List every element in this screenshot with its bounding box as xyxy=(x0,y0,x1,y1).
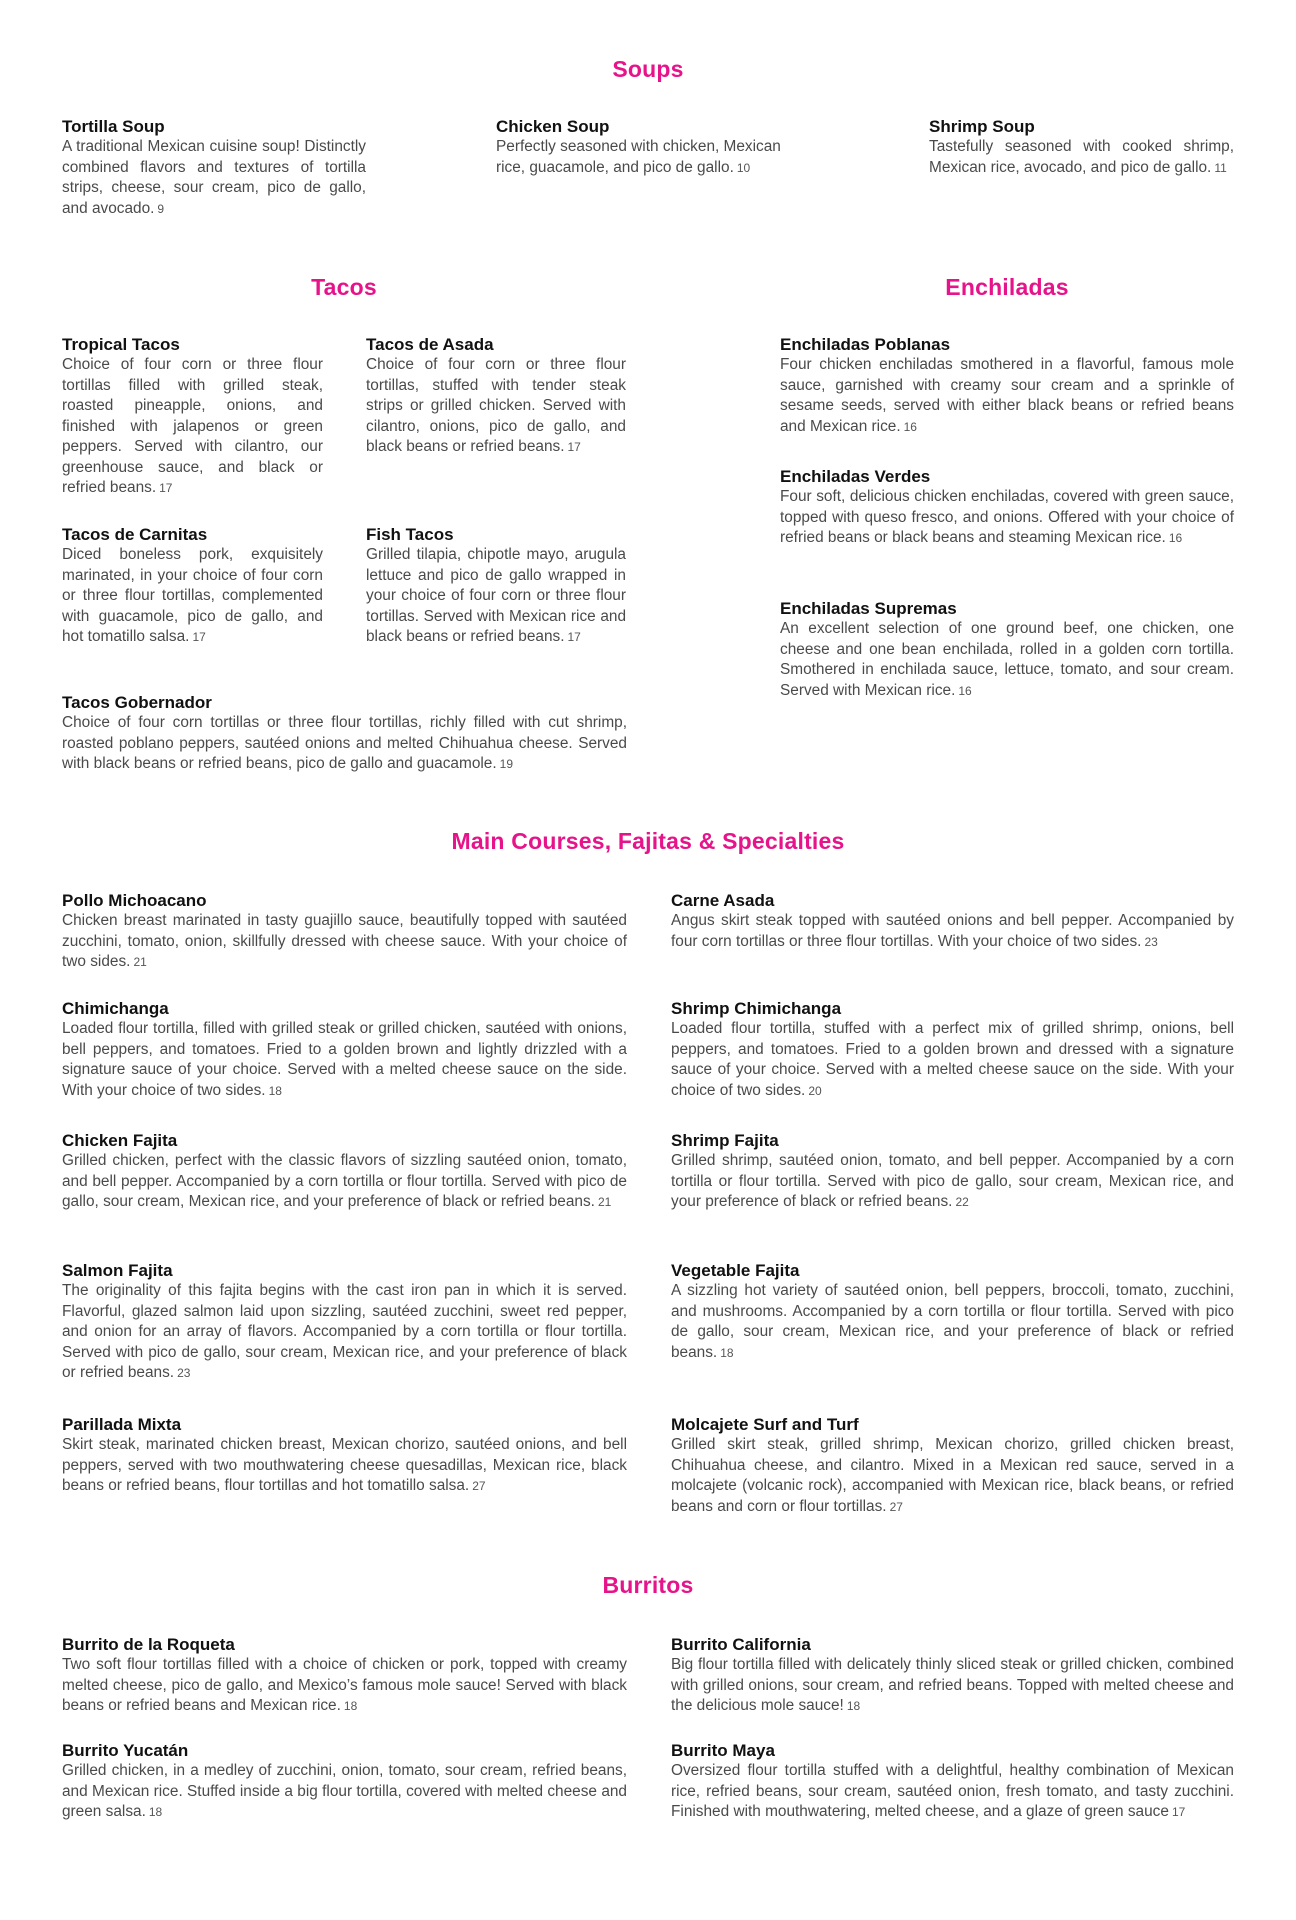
item-name: Chimichanga xyxy=(62,999,169,1018)
item-name: Enchiladas Supremas xyxy=(780,599,957,618)
menu-item-tacos-de-carnitas xyxy=(62,524,323,648)
item-price: 18 xyxy=(268,1083,282,1098)
item-name: Tacos de Asada xyxy=(366,335,494,354)
item-description xyxy=(62,1655,627,1717)
menu-item-tacos-de-asada xyxy=(366,334,626,458)
item-price: 19 xyxy=(499,757,513,771)
item-desc-text: Four soft, delicious chicken enchiladas, covered with green sauce, topped with queso fresco, and onions. Offered with your choice of refried beans or black beans and steaming Mexican rice. xyxy=(780,488,1234,546)
menu-item-tacos-gobernador xyxy=(62,692,627,775)
menu-item-tropical-tacos xyxy=(62,334,323,499)
item-price: 17 xyxy=(567,440,581,454)
item-desc-text: An excellent selection of one ground beef, one chicken, one cheese and one bean enchilada, rolled in a golden corn tortilla. Smothered in enchilada sauce, lettuce, tomato, and sour cream. Served with Mexican rice. xyxy=(780,620,1234,699)
item-price: 22 xyxy=(955,1195,969,1209)
menu-item-enchiladas-verdes xyxy=(780,466,1234,549)
item-price: 17 xyxy=(159,481,173,495)
menu-item-vegetable-fajita xyxy=(671,1260,1234,1363)
item-description xyxy=(780,355,1234,437)
menu-item-shrimp-chimichanga xyxy=(671,998,1234,1101)
menu-item-salmon-fajita xyxy=(62,1260,627,1384)
menu-item-enchiladas-supremas xyxy=(780,598,1234,701)
item-desc-text: Diced boneless pork, exquisitely marinated, in your choice of four corn or three flour tortillas, complemented with guacamole, pico de gallo, and hot tomatillo salsa. xyxy=(62,546,323,645)
item-name: Enchiladas Verdes xyxy=(780,467,931,486)
item-price: 18 xyxy=(343,1699,358,1713)
item-price: 21 xyxy=(597,1195,612,1209)
item-name: Tacos de Carnitas xyxy=(62,525,208,544)
item-desc-text: Perfectly seasoned with chicken, Mexican rice, guacamole, and pico de gallo. xyxy=(496,138,781,176)
section-title-soups: Soups xyxy=(612,56,684,82)
item-description xyxy=(671,1019,1234,1101)
item-name: Shrimp Soup xyxy=(929,117,1035,136)
item-description xyxy=(62,1151,627,1213)
menu-item-burrito-maya xyxy=(671,1740,1234,1823)
item-desc-text: Two soft flour tortillas filled with a choice of chicken or pork, topped with creamy melted cheese, pico de gallo, and Mexico’s famous mole sauce! Served with black beans or refried beans and Mexican rice. xyxy=(62,1656,627,1714)
item-name: Molcajete Surf and Turf xyxy=(671,1415,859,1434)
item-description xyxy=(671,1151,1234,1213)
item-desc-text: Choice of four corn tortillas or three flour tortillas, richly filled with cut shrimp, roasted poblano peppers, sautéed onions and melted Chihuahua cheese. Served with black beans or refried beans, pico de gallo and guacamole. xyxy=(62,714,627,772)
item-price: 20 xyxy=(808,1083,822,1098)
item-description xyxy=(62,1761,627,1823)
item-price: 17 xyxy=(567,630,581,644)
section-title-tacos: Tacos xyxy=(311,274,377,300)
item-price: 16 xyxy=(903,419,917,434)
item-desc-text: Angus skirt steak topped with sautéed onions and bell pepper. Accompanied by four corn tortillas or three flour tortillas. With your choice of two sides. xyxy=(671,912,1234,950)
item-name: Tacos Gobernador xyxy=(62,693,212,712)
item-price: 10 xyxy=(736,160,751,175)
item-price: 23 xyxy=(177,1366,191,1380)
menu-item-enchiladas-poblanas xyxy=(780,334,1234,437)
section-title-burritos: Burritos xyxy=(602,1572,694,1598)
menu-item-carne-asada xyxy=(671,890,1234,952)
menu-item-burrito-de-la-roqueta xyxy=(62,1634,627,1717)
menu-item-chicken-soup xyxy=(496,116,804,178)
item-price: 27 xyxy=(472,1479,486,1493)
menu-item-parillada-mixta xyxy=(62,1414,627,1497)
item-description xyxy=(62,1435,627,1497)
item-desc-text: Oversized flour tortilla stuffed with a delightful, healthy combination of Mexican rice, refried beans, sour cream, sautéed onion, fresh tomato, and tasty zucchini. Finished with mouthwatering, melted cheese, and a glaze of green sauce xyxy=(671,1762,1234,1820)
item-name: Carne Asada xyxy=(671,891,775,910)
item-description xyxy=(366,545,626,648)
menu-item-chicken-fajita xyxy=(62,1130,627,1213)
item-description xyxy=(62,1019,627,1101)
item-desc-text: The originality of this fajita begins with the cast iron pan in which it is served. Flavorful, glazed salmon laid upon sizzling, sautéed zucchini, sweet red pepper, and onion for an array of flavors. Accompanied by a corn tortilla or flour tortilla. Served with pico de gallo, sour cream, Mexican rice, and your preference of black or refried beans. xyxy=(62,1282,627,1381)
item-desc-text: Big flour tortilla filled with delicately thinly sliced steak or grilled chicken, combined with grilled onions, sour cream, and refried beans. Topped with melted cheese and the delicious mole sauce! xyxy=(671,1656,1234,1714)
item-name: Shrimp Fajita xyxy=(671,1131,779,1150)
item-name: Salmon Fajita xyxy=(62,1261,173,1280)
item-description xyxy=(62,911,627,973)
item-desc-text: Loaded flour tortilla, filled with grilled steak or grilled chicken, sautéed with onions, bell peppers, and tomatoes. Fried to a golden brown and lightly drizzled with a signature sauce of your choice. Served with a melted cheese sauce on the side. With your choice of two sides. xyxy=(62,1020,627,1099)
item-desc-text: A sizzling hot variety of sautéed onion, bell peppers, broccoli, tomato, zucchini, and mushrooms. Accompanied by a corn tortilla or flour tortilla. Served with pico de gallo, sour cream, Mexican rice, and your preference of black or refried beans. xyxy=(671,1282,1234,1361)
menu-item-shrimp-soup xyxy=(929,116,1234,178)
item-name: Shrimp Chimichanga xyxy=(671,999,842,1018)
item-name: Burrito Maya xyxy=(671,1741,775,1760)
item-description xyxy=(780,487,1234,549)
menu-item-burrito-california xyxy=(671,1634,1234,1717)
item-description xyxy=(671,1281,1234,1363)
item-description xyxy=(366,355,626,458)
item-desc-text: Choice of four corn or three flour tortillas filled with grilled steak, roasted pineapple, onions, and finished with jalapenos or green peppers. Served with cilantro, our greenhouse sauce, and black or refried beans. xyxy=(62,356,323,496)
item-desc-text: Four chicken enchiladas smothered in a flavorful, famous mole sauce, garnished with creamy sour cream and a sprinkle of sesame seeds, served with either black beans or refried beans and Mexican rice. xyxy=(780,356,1234,435)
item-description xyxy=(780,619,1234,701)
item-description xyxy=(929,137,1234,178)
item-name: Vegetable Fajita xyxy=(671,1261,800,1280)
item-price: 17 xyxy=(1171,1805,1186,1819)
item-description xyxy=(496,137,804,178)
item-name: Pollo Michoacano xyxy=(62,891,207,910)
item-desc-text: Skirt steak, marinated chicken breast, Mexican chorizo, sautéed onions, and bell peppers, served with two mouthwatering cheese quesadillas, Mexican rice, black beans or refried beans, flour tortillas and hot tomatillo salsa. xyxy=(62,1436,627,1494)
item-name: Tropical Tacos xyxy=(62,335,180,354)
item-description xyxy=(671,1655,1234,1717)
item-price: 21 xyxy=(133,955,147,969)
item-desc-text: Loaded flour tortilla, stuffed with a perfect mix of grilled shrimp, onions, bell peppers, and tomatoes. Fried to a golden brown and dressed with a signature sauce of your choice. Served with a melted cheese sauce on the side. With your choice of two sides. xyxy=(671,1020,1234,1099)
item-name: Parillada Mixta xyxy=(62,1415,182,1434)
item-desc-text: Chicken breast marinated in tasty guajillo sauce, beautifully topped with sautéed zucchini, tomato, onion, skillfully dressed with cheese sauce. With your choice of two sides. xyxy=(62,912,627,970)
section-title-main-courses: Main Courses, Fajitas & Specialties xyxy=(451,828,845,854)
item-name: Chicken Soup xyxy=(496,117,610,136)
item-desc-text: Tastefully seasoned with cooked shrimp, Mexican rice, avocado, and pico de gallo. xyxy=(929,138,1234,176)
item-desc-text: Grilled skirt steak, grilled shrimp, Mexican chorizo, grilled chicken breast, Chihuahua cheese, and cilantro. Mixed in a Mexican red sauce, served in a molcajete (volcanic rock), accompanied with Mexican rice, black beans, or refried beans and corn or flour tortillas. xyxy=(671,1436,1234,1515)
item-description xyxy=(62,713,627,775)
item-desc-text: Choice of four corn or three flour tortillas, stuffed with tender steak strips or grilled chicken. Served with cilantro, onions, pico de gallo, and black beans or refried beans. xyxy=(366,356,626,455)
item-price: 18 xyxy=(720,1345,734,1360)
item-name: Burrito de la Roqueta xyxy=(62,1635,235,1654)
item-description xyxy=(62,545,323,648)
menu-item-molcajete-surf-and-turf xyxy=(671,1414,1234,1517)
item-description xyxy=(62,1281,627,1384)
item-name: Tortilla Soup xyxy=(62,117,165,136)
item-description xyxy=(671,911,1234,952)
item-name: Enchiladas Poblanas xyxy=(780,335,951,354)
item-name: Fish Tacos xyxy=(366,525,454,544)
item-name: Burrito Yucatán xyxy=(62,1741,189,1760)
item-desc-text: Grilled chicken, in a medley of zucchini, onion, tomato, sour cream, refried beans, and Mexican rice. Stuffed inside a big flour tortilla, covered with melted cheese and green salsa. xyxy=(62,1762,627,1820)
item-name: Burrito California xyxy=(671,1635,811,1654)
menu-item-burrito-yucatan xyxy=(62,1740,627,1823)
item-desc-text: Grilled chicken, perfect with the classic flavors of sizzling sautéed onion, tomato, and bell pepper. Accompanied by a corn tortilla or flour tortilla. Served with pico de gallo, sour cream, Mexican rice, and your preference of black or refried beans. xyxy=(62,1152,627,1210)
menu-item-shrimp-fajita xyxy=(671,1130,1234,1213)
item-description xyxy=(62,355,323,499)
item-price: 23 xyxy=(1144,934,1158,949)
item-price: 11 xyxy=(1214,160,1227,175)
section-title-enchiladas: Enchiladas xyxy=(945,274,1069,300)
item-price: 16 xyxy=(1168,531,1183,545)
item-description xyxy=(62,137,366,219)
item-price: 18 xyxy=(148,1805,163,1819)
item-price: 27 xyxy=(889,1499,903,1514)
item-price: 9 xyxy=(157,201,165,216)
menu-item-pollo-michoacano xyxy=(62,890,627,973)
item-description xyxy=(671,1435,1234,1517)
item-desc-text: A traditional Mexican cuisine soup! Distinctly combined flavors and textures of tortilla strips, cheese, sour cream, pico de gallo, and avocado. xyxy=(62,138,366,217)
menu-item-tortilla-soup xyxy=(62,116,366,219)
item-name: Chicken Fajita xyxy=(62,1131,178,1150)
item-price: 18 xyxy=(846,1699,861,1713)
item-description xyxy=(671,1761,1234,1823)
item-desc-text: Grilled shrimp, sautéed onion, tomato, and bell pepper. Accompanied by a corn tortilla or flour tortilla. Served with pico de gallo, sour cream, Mexican rice, and your preference of black or refried beans. xyxy=(671,1152,1234,1210)
menu-item-chimichanga xyxy=(62,998,627,1101)
menu-item-fish-tacos xyxy=(366,524,626,648)
item-price: 16 xyxy=(958,683,972,698)
item-desc-text: Grilled tilapia, chipotle mayo, arugula lettuce and pico de gallo wrapped in your choice of four corn or three flour tortillas. Served with Mexican rice and black beans or refried beans. xyxy=(366,546,626,645)
item-price: 17 xyxy=(192,630,206,644)
